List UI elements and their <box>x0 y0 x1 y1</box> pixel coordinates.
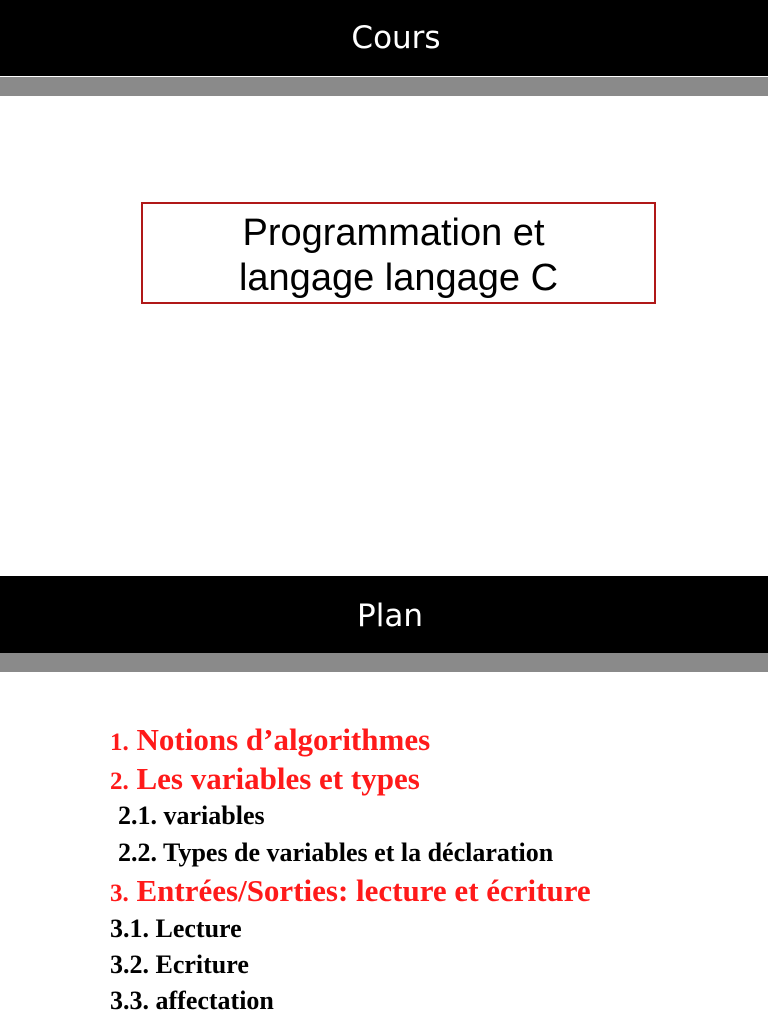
plan-item-2-2-text: 2.2. Types de variables et la déclaration <box>118 838 554 867</box>
plan-item-3-1-text: 3.1. Lecture <box>110 914 242 943</box>
plan-item-2-1-text: 2.1. variables <box>118 801 265 830</box>
plan-item-1 <box>110 722 430 758</box>
slide-1-header-title: Cours <box>351 20 441 56</box>
plan-item-3-number: 3. <box>110 880 129 907</box>
plan-item-1-number: 1. <box>110 729 129 756</box>
slide-2-header-band <box>0 653 768 672</box>
slide-2-header-title: Plan <box>357 597 423 634</box>
slide-1-header <box>0 0 768 76</box>
plan-item-3-1 <box>110 914 242 944</box>
plan-item-3-3-text: 3.3. affectation <box>110 986 274 1015</box>
plan-item-2-number: 2. <box>110 768 129 795</box>
slide-1-header-band <box>0 77 768 96</box>
course-title-line-1: Programmation et <box>242 212 545 254</box>
plan-item-3 <box>110 873 591 909</box>
course-title-box <box>141 202 656 304</box>
plan-item-2-1 <box>118 801 265 831</box>
plan-item-3-text: Entrées/Sorties: lecture et écriture <box>136 873 591 908</box>
slide-2-header <box>0 576 768 653</box>
plan-item-2-2 <box>118 838 553 868</box>
course-title-line-2: langage langage C <box>238 257 559 299</box>
plan-item-3-2 <box>110 950 249 980</box>
plan-item-1-text: Notions d’algorithmes <box>136 722 431 757</box>
plan-item-2 <box>110 761 420 797</box>
plan-item-3-3 <box>110 986 274 1016</box>
plan-item-2-text: Les variables et types <box>136 761 420 796</box>
plan-item-3-2-text: 3.2. Ecriture <box>110 950 249 979</box>
